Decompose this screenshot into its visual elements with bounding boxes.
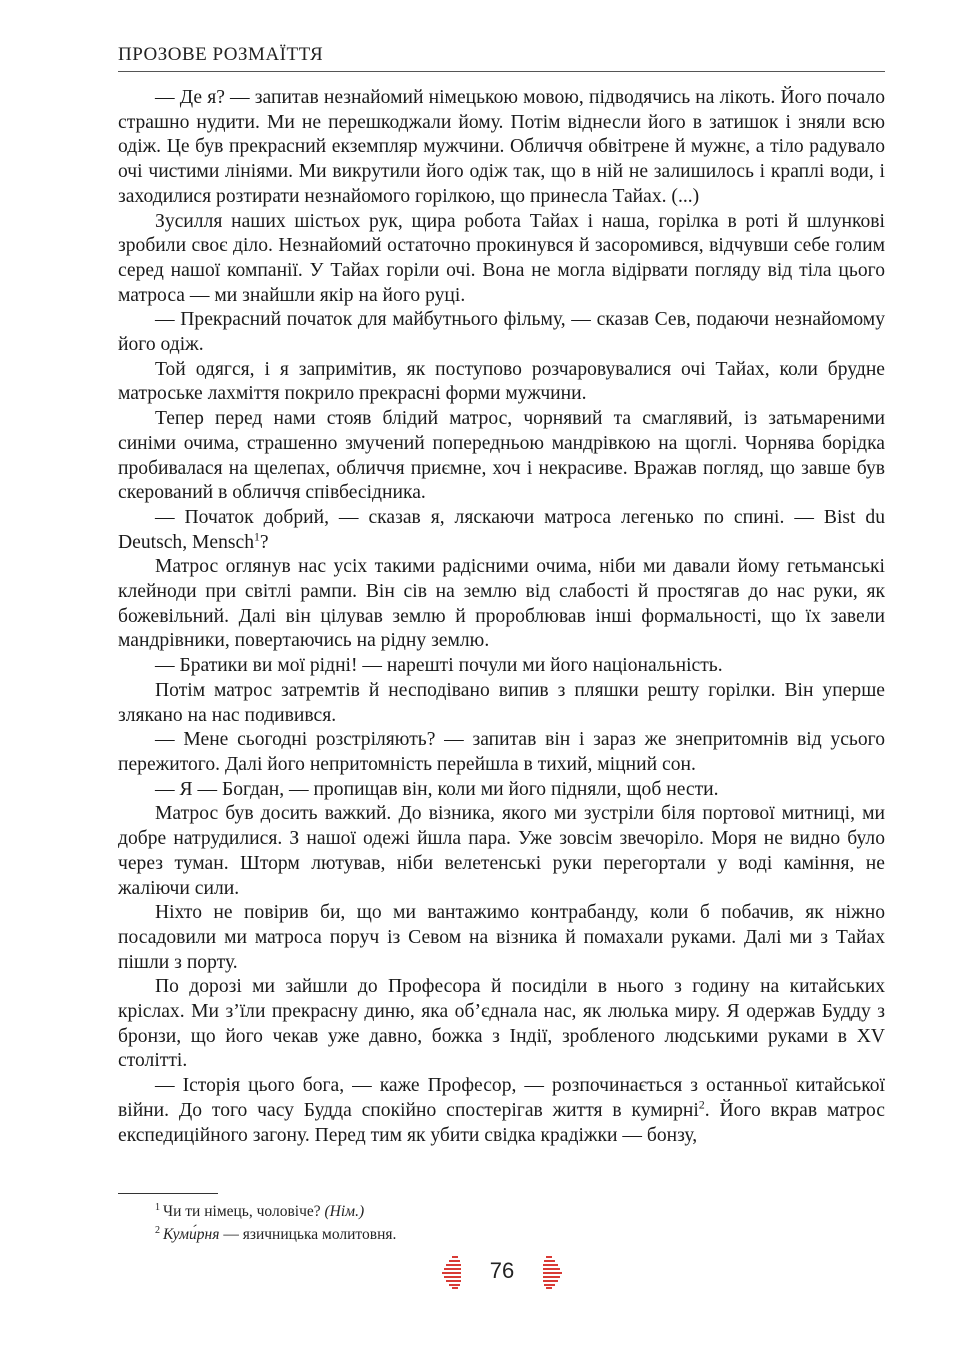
paragraph-6-end: ? (259, 531, 269, 553)
striped-right-arrow-icon (542, 1255, 564, 1289)
paragraph-7: Матрос оглянув нас усіх такими радісними очима, ніби ми давали йому гетьманські клейноди при світлі рампи. Він сів на землю від слабості й простягав до нас руки, як божевільний. Далі він цілував землю й пророблював інші формальності, що їх завели мандрівники, повертаючись на рідну землю. (118, 556, 885, 652)
paragraph-5: Тепер перед нами стояв блідий матрос, чорнявий та смаглявий, із затьмареними синіми очима, страшенно змучений попередньою мандрівкою на щоглі. Чорнява борідка пробивалася на щелепах, обличчя приємне, хоч і некрасиве. Вражав погляд, що завше був скерований в обличчя співбесідника. (118, 408, 885, 504)
footnote-2-marker: 2 (155, 1224, 161, 1236)
footnote-divider (118, 1193, 218, 1194)
paragraph-4: Той одягся, і я запримітив, як поступово розчаровувалися очі Тайах, коли брудне матроське лахміття покрило прекрасні форми мужчини. (118, 358, 885, 405)
paragraph-15-end: . Його вкрав матрос експедиційного загону. Перед тим як убити свідка крадіжки — бонзу, (118, 1099, 885, 1146)
footnote-2-text: — язичницька молитовня. (219, 1226, 397, 1243)
header-divider (118, 71, 885, 72)
main-text (118, 86, 885, 1148)
paragraph-2: Зусилля наших шістьох рук, щира робота Тайах і наша, горілка в роті й шлункові зробили своє діло. Незнайомий остаточно прокинувся й засоромився, відчувши себе голим серед нашої компанії. У Тайах горіли очі. Вона не могла відірвати погляду від тіла цього матроса — ми знайшли якір на його руці. (118, 210, 885, 306)
paragraph-9: Потім матрос затремтів й несподівано випив з пляшки решту горілки. Він уперше злякано на нас подивився. (118, 679, 885, 726)
footnotes (118, 1200, 885, 1246)
paragraph-15-text: — Історія цього бога, — каже Професор, — розпочинається з останньої китайської війни. До того часу Будда спокійно спостерігав життя в кумирні (118, 1075, 885, 1121)
footnote-2 (118, 1223, 885, 1246)
running-header: ПРОЗОВЕ РОЗМАЇТТЯ (118, 44, 324, 65)
footnote-2-term: Куми́рня (163, 1226, 220, 1243)
page-number: 76 (489, 1258, 515, 1283)
paragraph-6-text: — Початок добрий, — сказав я, ляскаючи матроса легенько по спині. — Bist du Deutsch, Mensch (118, 506, 885, 553)
paragraph-1: — Де я? — запитав незнайомий німецькою мовою, підводячись на лікоть. Його почало страшно нудити. Ми не перешкоджали йому. Потім віднесли його в затишок і зняли всю одіж. Це був прекрасний екземпляр мужчини. Обличчя обвітрене й мужнє, а тіло радувало очі чистими лініями. Ми викрутили його одіж так, що в ній не залишилось і краплі води, і заходилися розтирати незнайомого горілкою, що принесла Тайах. (...) (118, 87, 885, 207)
footnote-1 (118, 1200, 885, 1223)
paragraph-8: — Братики ви мої рідні! — нарешті почули ми його національність. (155, 655, 723, 677)
paragraph-14: По дорозі ми зайшли до Професора й посиділи в нього з годину на китайських кріслах. Ми з’їли прекрасну диню, яка об’єднала нас, як люлька миру. Я одержав Будду з бронзи, що його чекав уже давно, божка з Індії, зробленого людськими руками в XV столітті. (118, 976, 885, 1072)
footnote-reference-2[interactable]: 2 (698, 1098, 705, 1112)
paragraph-15 (118, 1074, 885, 1148)
striped-left-arrow-icon (440, 1255, 462, 1289)
footnote-1-language: (Нім.) (324, 1203, 365, 1220)
footnote-1-marker: 1 (155, 1201, 161, 1213)
paragraph-10: — Мене сьогодні розстріляють? — запитав він і зараз же знепритомнів від усього пережитого. Далі його непритомність перейшла в тихий, міцний сон. (118, 729, 885, 775)
footnote-reference-1[interactable]: 1 (254, 530, 260, 544)
paragraph-3: — Прекрасний початок для майбутнього фільму, — сказав Сев, подаючи незнайомому його одіж. (118, 309, 885, 356)
footnote-1-text: Чи ти німець, чоловіче? (163, 1203, 325, 1220)
paragraph-12: Матрос був досить важкий. До візника, якого ми зустріли біля портової митниці, ми добре натрудилися. З нашої одежі йшла пара. Уже зовсім звечоріло. Моря не видно було через туман. Шторм лютував, ніби велетенські руки перегортали у воді каміння, не жаліючи сили. (118, 803, 885, 899)
paragraph-11: — Я — Богдан, — пропищав він, коли ми його підняли, щоб нести. (155, 778, 719, 800)
paragraph-6 (118, 506, 885, 555)
paragraph-13: Ніхто не повірив би, що ми вантажимо контрабанду, коли б побачив, як ніжно посадовили ми матроса поруч із Севом на візника й помахали руками. Далі ми з Тайах пішли з порту. (118, 902, 885, 973)
page-number-group (440, 1255, 564, 1289)
